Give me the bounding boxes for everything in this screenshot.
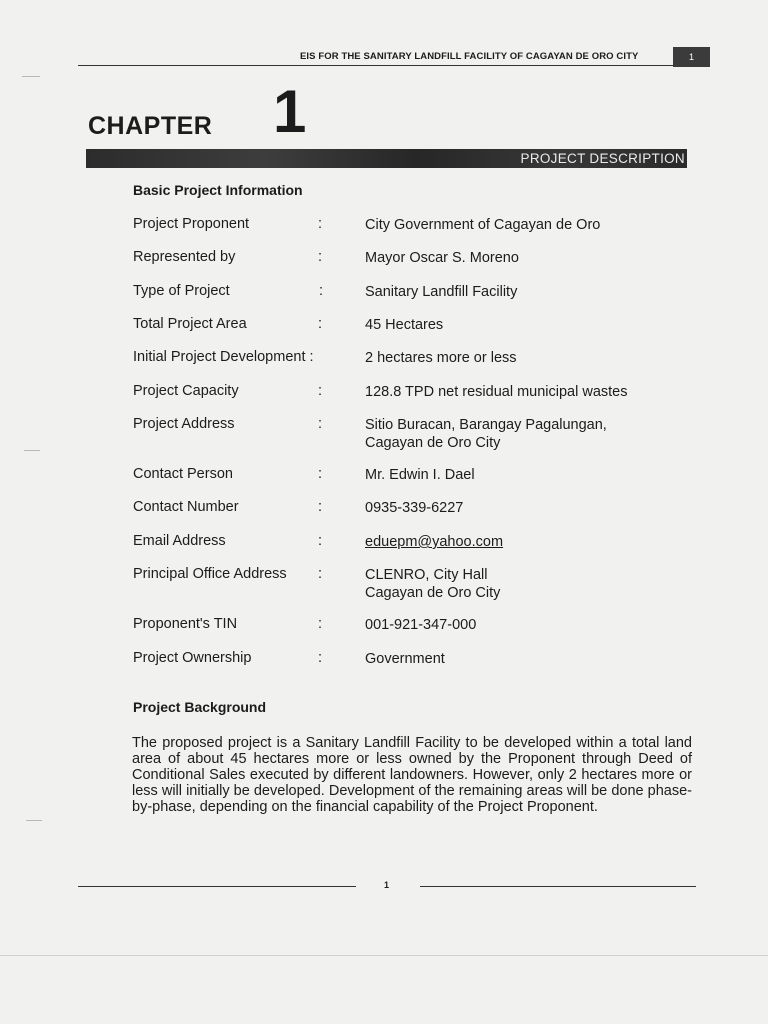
- info-colon: :: [318, 416, 323, 432]
- info-label: Proponent's TIN: [133, 616, 238, 632]
- info-value: 001-921-347-000: [365, 617, 477, 633]
- info-value: 2 hectares more or less: [365, 350, 517, 366]
- info-value: City Government of Cagayan de Oro: [365, 217, 601, 233]
- info-value: Mayor Oscar S. Moreno: [365, 250, 519, 266]
- info-colon: :: [319, 283, 324, 299]
- basic-info-heading: Basic Project Information: [133, 182, 303, 198]
- info-value: 128.8 TPD net residual municipal wastes: [365, 384, 628, 400]
- info-colon: :: [318, 616, 323, 632]
- info-label: Initial Project Development :: [133, 349, 314, 365]
- info-value: CLENRO, City Hall Cagayan de Oro City: [365, 567, 501, 601]
- info-value: Sanitary Landfill Facility: [365, 284, 518, 300]
- info-colon: :: [318, 466, 323, 482]
- project-background-heading: Project Background: [133, 699, 267, 715]
- scan-mark: [24, 450, 40, 451]
- info-colon: :: [318, 316, 323, 332]
- chapter-banner: [86, 149, 687, 168]
- info-label: Principal Office Address: [133, 566, 287, 582]
- page-bottom-edge: [0, 955, 768, 956]
- footer-rule-left: [78, 886, 356, 887]
- info-label: Email Address: [133, 533, 226, 549]
- project-background-paragraph: The proposed project is a Sanitary Landfill Facility to be developed within a total land area of about 45 hectares more or less owned by the Proponent through Deed of Conditional Sales executed by different landowners. However, only 2 hectares more or less will initially be developed. Development of the remaining areas will be done phase-by-phase, depending on the financial capability of the Project Proponent.: [132, 735, 692, 815]
- header-page-number-box: 1: [673, 47, 710, 67]
- email-link[interactable]: eduepm@yahoo.com: [365, 534, 504, 550]
- scan-mark: [26, 820, 42, 821]
- info-colon: :: [318, 383, 323, 399]
- info-colon: :: [318, 249, 323, 265]
- chapter-subtitle: PROJECT DESCRIPTION: [520, 151, 685, 166]
- header-rule: [78, 65, 674, 66]
- info-label: Project Proponent: [133, 216, 250, 232]
- info-value: Sitio Buracan, Barangay Pagalungan, Cagayan de Oro City: [365, 417, 607, 451]
- chapter-number: 1: [273, 78, 307, 145]
- info-label: Project Capacity: [133, 383, 239, 399]
- info-value: 0935-339-6227: [365, 500, 464, 516]
- info-label: Total Project Area: [133, 316, 247, 332]
- info-colon: :: [318, 216, 323, 232]
- info-colon: :: [318, 499, 323, 515]
- info-label: Contact Person: [133, 466, 233, 482]
- info-label: Contact Number: [133, 499, 239, 515]
- info-value: Government: [365, 651, 445, 667]
- info-label: Project Address: [133, 416, 235, 432]
- info-value: Mr. Edwin I. Dael: [365, 467, 475, 483]
- footer-rule-right: [420, 886, 696, 887]
- chapter-word: CHAPTER: [88, 112, 213, 140]
- info-colon: :: [318, 566, 323, 582]
- info-colon: :: [318, 650, 323, 666]
- info-label: Project Ownership: [133, 650, 252, 666]
- info-colon: :: [318, 533, 323, 549]
- info-label: Type of Project: [133, 283, 230, 299]
- info-value: 45 Hectares: [365, 317, 444, 333]
- footer-page-number: 1: [384, 880, 390, 890]
- running-header-title: EIS FOR THE SANITARY LANDFILL FACILITY OF CAGAYAN DE ORO CITY: [300, 51, 639, 62]
- info-label: Represented by: [133, 249, 236, 265]
- scan-mark: [22, 76, 40, 77]
